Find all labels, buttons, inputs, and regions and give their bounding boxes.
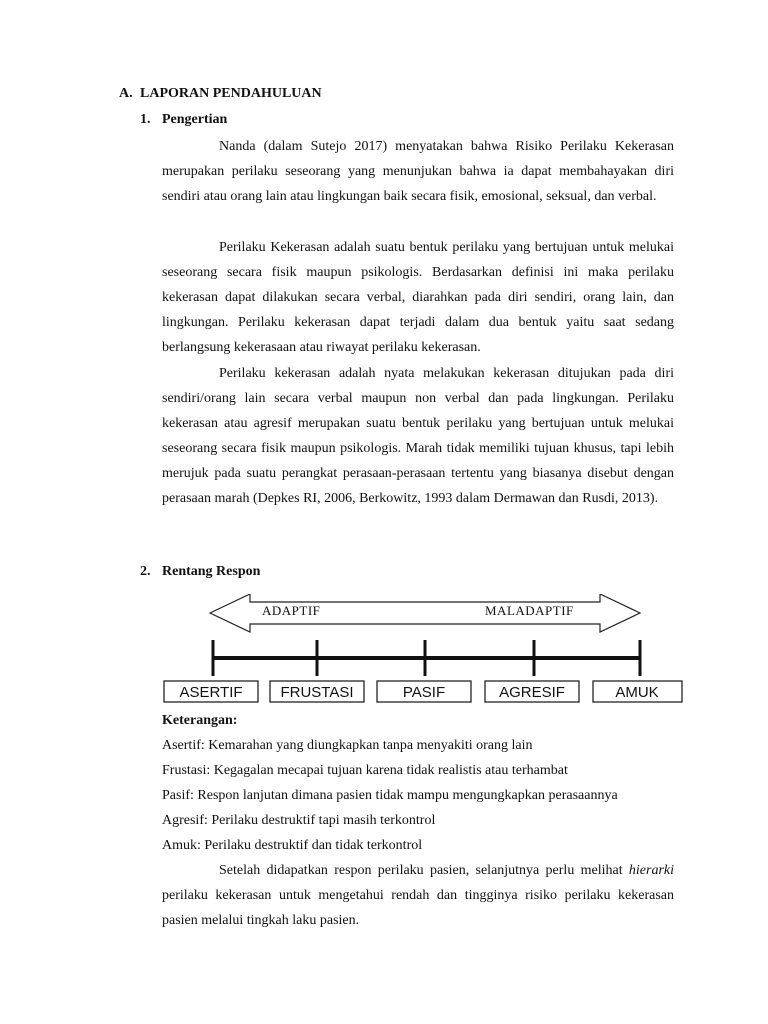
- box-label-pasif: PASIF: [402, 684, 446, 701]
- paragraph-definition-3: Perilaku kekerasan adalah nyata melakukan kekerasan ditujukan pada diri sendiri/orang lain secara verbal maupun non verbal dan pada lingkungan. Perilaku kekerasan atau agresif merupakan suatu bentuk perilaku yang bertujuan untuk melukai seseorang secara fisik maupun psikologis. Marah tidak memiliki tujuan khusus, tapi lebih merujuk pada suatu perangkat perasaan-perasaan tertentu yang biasanya disebut dengan perasaan marah (Depkes RI, 2006, Berkowitz, 1993 dalam Dermawan dan Rusdi, 2013).: [162, 366, 674, 506]
- subsection-number: 1.: [140, 112, 151, 127]
- paragraph-definition-1: Nanda (dalam Sutejo 2017) menyatakan bahwa Risiko Perilaku Kekerasan merupakan perilaku seseorang yang menunjukan bahwa ia dapat membahayakan diri sendiri atau orang lain atau lingkungan baik secara fisik, emosional, seksual, dan verbal.: [162, 139, 674, 204]
- keterangan-item-asertif: Asertif: Kemarahan yang diungkapkan tanpa menyakiti orang lain: [162, 738, 533, 753]
- box-label-agresif: AGRESIF: [499, 684, 565, 701]
- section-number: A.: [119, 86, 133, 101]
- closing-text-end: perilaku kekerasan untuk mengetahui rendah dan tingginya risiko perilaku kekerasan pasien melalui tingkah laku pasien.: [162, 888, 674, 928]
- box-label-asertif: ASERTIF: [179, 684, 243, 701]
- keterangan-item-amuk: Amuk: Perilaku destruktif dan tidak terkontrol: [162, 838, 423, 853]
- subsection-title: Pengertian: [162, 112, 228, 127]
- box-label-frustasi: FRUSTASI: [280, 684, 354, 701]
- box-label-amuk: AMUK: [615, 684, 659, 701]
- closing-text-start: Setelah didapatkan respon perilaku pasien, selanjutnya perlu melihat: [219, 863, 629, 878]
- subsection-number: 2.: [140, 564, 151, 579]
- response-range-diagram: [160, 594, 688, 709]
- keterangan-item-frustasi: Frustasi: Kegagalan mecapai tujuan karena tidak realistis atau terhambat: [162, 763, 568, 778]
- section-heading: [119, 86, 322, 102]
- section-title: LAPORAN PENDAHULUAN: [140, 86, 322, 101]
- subsection-title: Rentang Respon: [162, 564, 261, 579]
- closing-italic-term: hierarki: [628, 863, 674, 878]
- paragraph-closing: [162, 858, 674, 933]
- keterangan-item-pasif: Pasif: Respon lanjutan dimana pasien tidak mampu mengungkapkan perasaannya: [162, 788, 618, 803]
- keterangan-heading: Keterangan:: [162, 713, 238, 728]
- subsection-heading-rentang-respon: [140, 564, 260, 580]
- keterangan-item-agresif: Agresif: Perilaku destruktif tapi masih terkontrol: [162, 813, 436, 828]
- arrow-label-maladaptif: MALADAPTIF: [485, 603, 574, 618]
- arrow-label-adaptif: ADAPTIF: [262, 603, 321, 618]
- paragraph-definition-2: Perilaku Kekerasan adalah suatu bentuk perilaku yang bertujuan untuk melukai seseorang secara fisik maupun psikologis. Berdasarkan definisi ini maka perilaku kekerasan dapat dilakukan secara verbal, diarahkan pada diri sendiri, orang lain, dan lingkungan. Perilaku kekerasan dapat terjadi dalam dua bentuk yaitu saat sedang berlangsung kekerasaan atau riwayat perilaku kekerasan.: [162, 240, 674, 355]
- subsection-heading-pengertian: [140, 112, 227, 128]
